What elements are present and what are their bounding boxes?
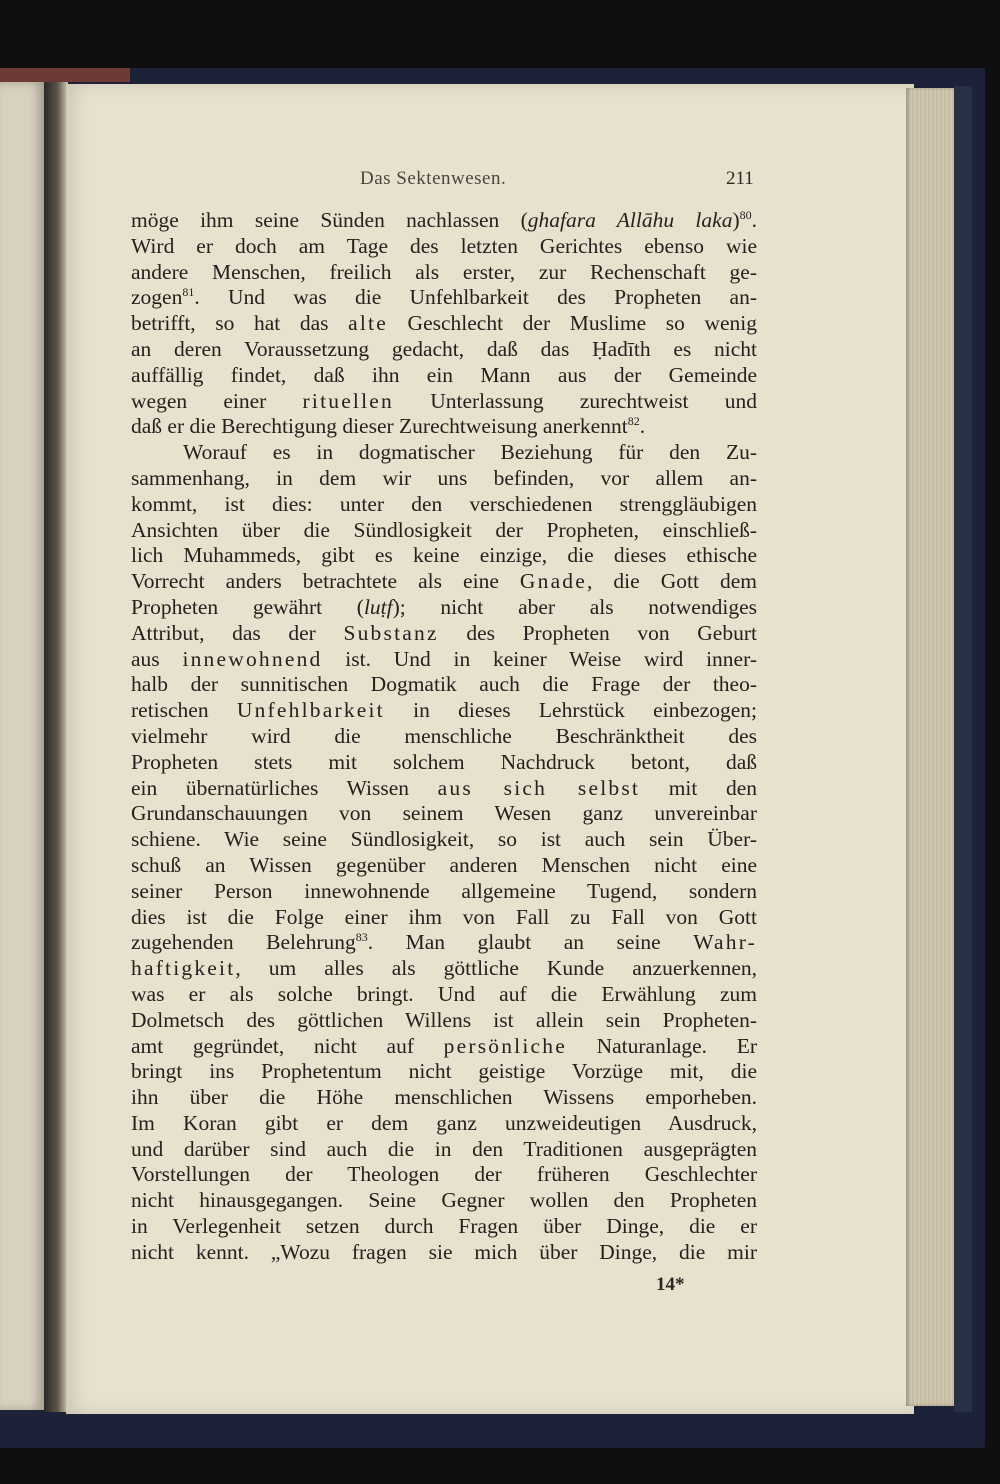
text-run: möge ihm seine Sünden nachlassen ( bbox=[131, 208, 528, 232]
text-run: betrifft, so hat das bbox=[131, 311, 349, 336]
text-run: nicht hinausgegangen. Seine Gegner wollen den Propheten bbox=[131, 1188, 757, 1213]
text-run: dies ist die Folge einer ihm von Fall zu Fall von Gott bbox=[131, 904, 757, 929]
text-line bbox=[131, 827, 757, 853]
running-head: Das Sektenwesen. bbox=[360, 168, 507, 189]
text-run: Unterlassung zurechtweist und bbox=[393, 388, 757, 413]
spaced-emphasis: Wahr- bbox=[693, 930, 757, 955]
text-run: was er als solche bringt. Und auf die Erwählung zum bbox=[131, 981, 757, 1006]
text-line bbox=[131, 518, 757, 544]
italic-term: ghafara Allāhu laka bbox=[527, 208, 733, 232]
text-run: kommt, ist dies: unter den verschiedenen strenggläubigen bbox=[131, 491, 757, 516]
signature-mark: 14* bbox=[656, 1274, 685, 1295]
text-run: und darüber sind auch die in den Traditionen ausgeprägten bbox=[131, 1136, 757, 1161]
text-line bbox=[131, 1162, 757, 1188]
text-run: . Man glaubt an seine bbox=[367, 930, 694, 955]
text-run: nicht kennt. „Wozu fragen sie mich über Dinge, die mir bbox=[131, 1239, 757, 1264]
text-run: . bbox=[751, 208, 757, 232]
text-line bbox=[131, 879, 757, 905]
text-line bbox=[131, 930, 757, 956]
text-run: Propheten gewährt ( bbox=[131, 594, 364, 619]
text-run: Wird er doch am Tage des letzten Gerichtes ebenso wie bbox=[131, 233, 757, 258]
text-run: Vorrecht anders betrachtete als eine bbox=[131, 569, 520, 594]
spaced-emphasis: Unfehlbarkeit bbox=[236, 698, 385, 723]
text-run: zugehenden Belehrung bbox=[131, 930, 356, 955]
text-run: daß er die Berechtigung dieser Zurechtweisung anerkennt bbox=[131, 414, 628, 439]
text-line bbox=[131, 1008, 757, 1034]
text-run: an deren Voraussetzung gedacht, daß das Ḥadīth es nicht bbox=[131, 336, 757, 361]
text-run: Dolmetsch des göttlichen Willens ist allein sein Propheten- bbox=[131, 1007, 757, 1032]
text-line bbox=[131, 285, 757, 311]
text-line bbox=[131, 724, 757, 750]
cover-edge bbox=[954, 86, 972, 1412]
text-run: in Verlegenheit setzen durch Fragen über Dinge, die er bbox=[131, 1214, 757, 1239]
cover-edge-wear bbox=[0, 68, 130, 82]
text-run: ist. Und in keiner Weise wird inner- bbox=[322, 646, 757, 671]
text-line bbox=[131, 1240, 757, 1266]
text-run: seiner Person innewohnende allgemeine Tugend, sondern bbox=[131, 878, 757, 903]
text-run: halb der sunnitischen Dogmatik auch die Frage der theo- bbox=[131, 672, 757, 697]
text-run: amt gegründet, nicht auf bbox=[131, 1033, 444, 1058]
text-line bbox=[131, 440, 757, 466]
text-line bbox=[131, 363, 757, 389]
footnote-marker: 83 bbox=[355, 930, 368, 945]
spaced-emphasis: innewohnend bbox=[182, 646, 323, 671]
text-run: ein übernatürliches Wissen bbox=[131, 775, 438, 800]
text-line bbox=[131, 853, 757, 879]
text-run: andere Menschen, freilich als erster, zur Rechenschaft ge- bbox=[131, 259, 757, 284]
body-text bbox=[131, 208, 757, 1266]
text-run: zogen bbox=[131, 285, 183, 310]
text-line bbox=[131, 956, 757, 982]
text-line bbox=[131, 647, 757, 673]
text-run: , um alles als göttliche Kunde anzuerkennen, bbox=[235, 956, 757, 981]
footnote-marker: 82 bbox=[627, 414, 640, 429]
text-run: retischen bbox=[131, 698, 237, 723]
book-gutter bbox=[44, 82, 68, 1412]
text-line bbox=[131, 1188, 757, 1214]
text-run: Ansichten über die Sündlosigkeit der Propheten, einschließ- bbox=[131, 517, 757, 542]
text-run: auffällig findet, daß ihn ein Mann aus der Gemeinde bbox=[131, 362, 757, 387]
text-run: Propheten stets mit solchem Nachdruck betont, daß bbox=[131, 749, 757, 774]
page-fore-edge bbox=[906, 88, 954, 1406]
text-line bbox=[131, 776, 757, 802]
text-run: . Und was die Unfehlbarkeit des Propheten an- bbox=[194, 285, 757, 310]
text-line bbox=[131, 414, 757, 440]
text-line bbox=[131, 595, 757, 621]
text-line bbox=[131, 389, 757, 415]
spaced-emphasis: persönliche bbox=[443, 1033, 567, 1058]
text-line bbox=[131, 1214, 757, 1240]
text-run: bringt ins Prophetentum nicht geistige Vorzüge mit, die bbox=[131, 1059, 757, 1084]
text-run: Geschlecht der Muslime so wenig bbox=[387, 311, 757, 336]
text-run: Worauf es in dogmatischer Beziehung für den Zu- bbox=[183, 440, 757, 465]
text-run: sammenhang, in dem wir uns befinden, vor allem an- bbox=[131, 465, 757, 490]
text-line bbox=[131, 337, 757, 363]
text-line bbox=[131, 311, 757, 337]
text-line bbox=[131, 543, 757, 569]
text-run: ); nicht aber als notwendiges bbox=[392, 594, 757, 619]
spaced-emphasis: aus sich selbst bbox=[437, 775, 641, 800]
text-line bbox=[131, 569, 757, 595]
text-line bbox=[131, 466, 757, 492]
spaced-emphasis: alte bbox=[348, 311, 388, 336]
text-run: lich Muhammeds, gibt es keine einzige, die dieses ethische bbox=[131, 543, 757, 568]
text-line bbox=[131, 260, 757, 286]
spaced-emphasis: haftigkeit bbox=[131, 956, 236, 981]
text-line bbox=[131, 621, 757, 647]
text-run: Im Koran gibt er dem ganz unzweideutigen Ausdruck, bbox=[131, 1110, 757, 1135]
text-line bbox=[131, 905, 757, 931]
text-run: . bbox=[639, 414, 646, 439]
text-line bbox=[131, 234, 757, 260]
text-line bbox=[131, 801, 757, 827]
left-facing-page bbox=[0, 82, 44, 1410]
text-line bbox=[131, 698, 757, 724]
text-run: wegen einer bbox=[131, 388, 303, 413]
text-run: aus bbox=[131, 646, 183, 671]
text-line bbox=[131, 982, 757, 1008]
text-line bbox=[131, 672, 757, 698]
text-run: vielmehr wird die menschliche Beschränktheit des bbox=[131, 723, 757, 748]
text-line bbox=[131, 492, 757, 518]
text-run: schuß an Wissen gegenüber anderen Menschen nicht eine bbox=[131, 852, 757, 877]
text-run: des Propheten von Geburt bbox=[438, 620, 757, 645]
footnote-marker: 81 bbox=[182, 285, 195, 300]
spaced-emphasis: rituellen bbox=[302, 388, 394, 413]
text-run: Vorstellungen der Theologen der früheren Geschlechter bbox=[131, 1162, 757, 1187]
text-line bbox=[131, 1137, 757, 1163]
text-run: schiene. Wie seine Sündlosigkeit, so ist auch sein Über- bbox=[131, 827, 757, 852]
spaced-emphasis: Gnade bbox=[519, 569, 588, 594]
page-number: 211 bbox=[726, 168, 754, 189]
footnote-marker: 80 bbox=[739, 208, 752, 222]
text-run: , die Gott dem bbox=[587, 569, 757, 594]
text-run: in dieses Lehrstück einbezogen; bbox=[384, 698, 757, 723]
text-run: Naturanlage. Er bbox=[566, 1033, 757, 1058]
text-line bbox=[131, 1111, 757, 1137]
text-run: mit den bbox=[640, 775, 757, 800]
italic-term: luṭf bbox=[363, 594, 393, 619]
text-run: Attribut, das der bbox=[131, 620, 344, 645]
text-run: ihn über die Höhe menschlichen Wissens emporheben. bbox=[131, 1085, 757, 1110]
text-line bbox=[131, 1034, 757, 1060]
text-run: ) bbox=[732, 208, 740, 232]
text-line bbox=[131, 208, 757, 234]
text-line bbox=[131, 750, 757, 776]
text-line bbox=[131, 1059, 757, 1085]
text-line bbox=[131, 1085, 757, 1111]
spaced-emphasis: Substanz bbox=[343, 620, 439, 645]
text-run: Grundanschauungen von seinem Wesen ganz unvereinbar bbox=[131, 801, 757, 826]
